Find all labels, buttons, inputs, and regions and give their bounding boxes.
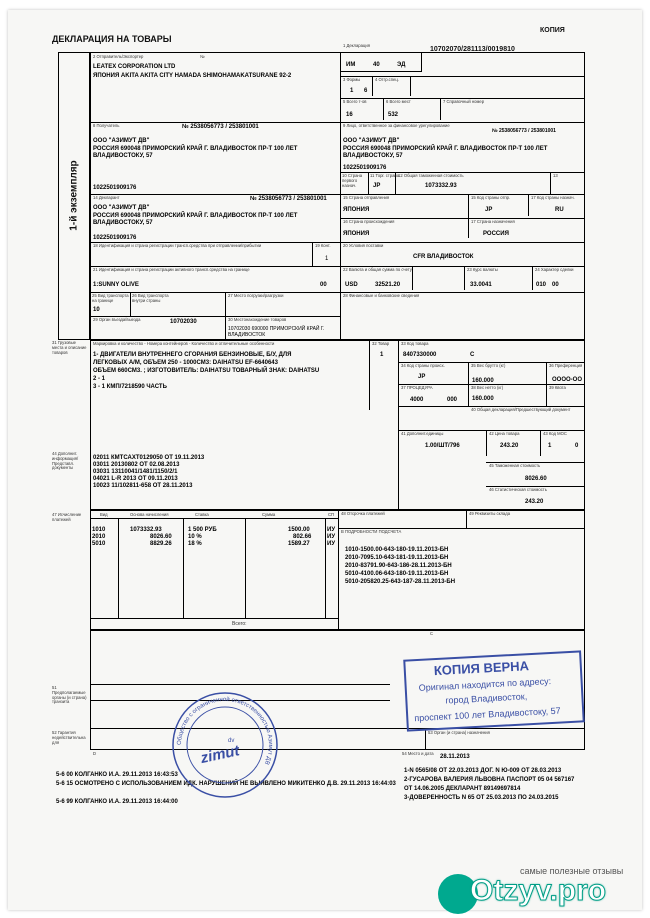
watermark-tagline: самые полезные отзывы [520,866,624,876]
f31-line-3: ОБЪЕМ 660СМ3. ; ИЗГОТОВИТЕЛЬ: DAIHATSU ТОВАРНЫЙ ЗНАК: DAIHATSU [93,368,320,374]
f1-v3: ЭД [397,62,406,68]
watermark-brand: Otzyv.pro [470,874,607,907]
copy-stamp: КОПИЯ ВЕРНА Оригинал находится по адресу: город Владивосток, проспект 100 лет Владивостоку, 57 [403,650,585,731]
svg-text:zimut: zimut [199,742,241,767]
f2-name: LEATEX CORPORATION LTD [93,64,176,70]
svg-text:Общество с ограниченной ответс: Общество с ограниченной ответственностью Азимут ДВ [176,696,274,766]
registration-number: 10702070/281113/0019810 [430,46,515,53]
f2-label: 2 Отправитель/Экспортер [93,54,144,59]
f1-v2: 40 [373,62,380,68]
f2-addr: ЯПОНИЯ AKITA AKITA CITY HAMADA SHIMOHAMAKATSURANE 92-2 [93,73,292,79]
side-label: 1-й экземпляр [68,160,80,231]
company-seal [170,690,280,800]
svg-text:dv: dv [228,738,235,744]
f1-label: 1 Декларация [343,43,370,48]
f1-v1: ИМ [346,62,356,68]
doc-title: ДЕКЛАРАЦИЯ НА ТОВАРЫ [52,34,172,44]
f31-line-4: 2 - 1 [93,376,106,382]
f31-line-1: 1- ДВИГАТЕЛИ ВНУТРЕННЕГО СГОРАНИЯ БЕНЗИНОВЫЕ, Б/У, ДЛЯ [93,352,292,358]
copy-label: КОПИЯ [540,27,565,34]
f31-line-2: ЛЕГКОВЫХ А/М, ОБЪЕМ 250 - 1000СМ3: DAIHATSU EF-6640643 [93,360,278,366]
f31-line-5: 3 - 1 КМП/7218590 ЧАСТЬ [93,384,167,390]
